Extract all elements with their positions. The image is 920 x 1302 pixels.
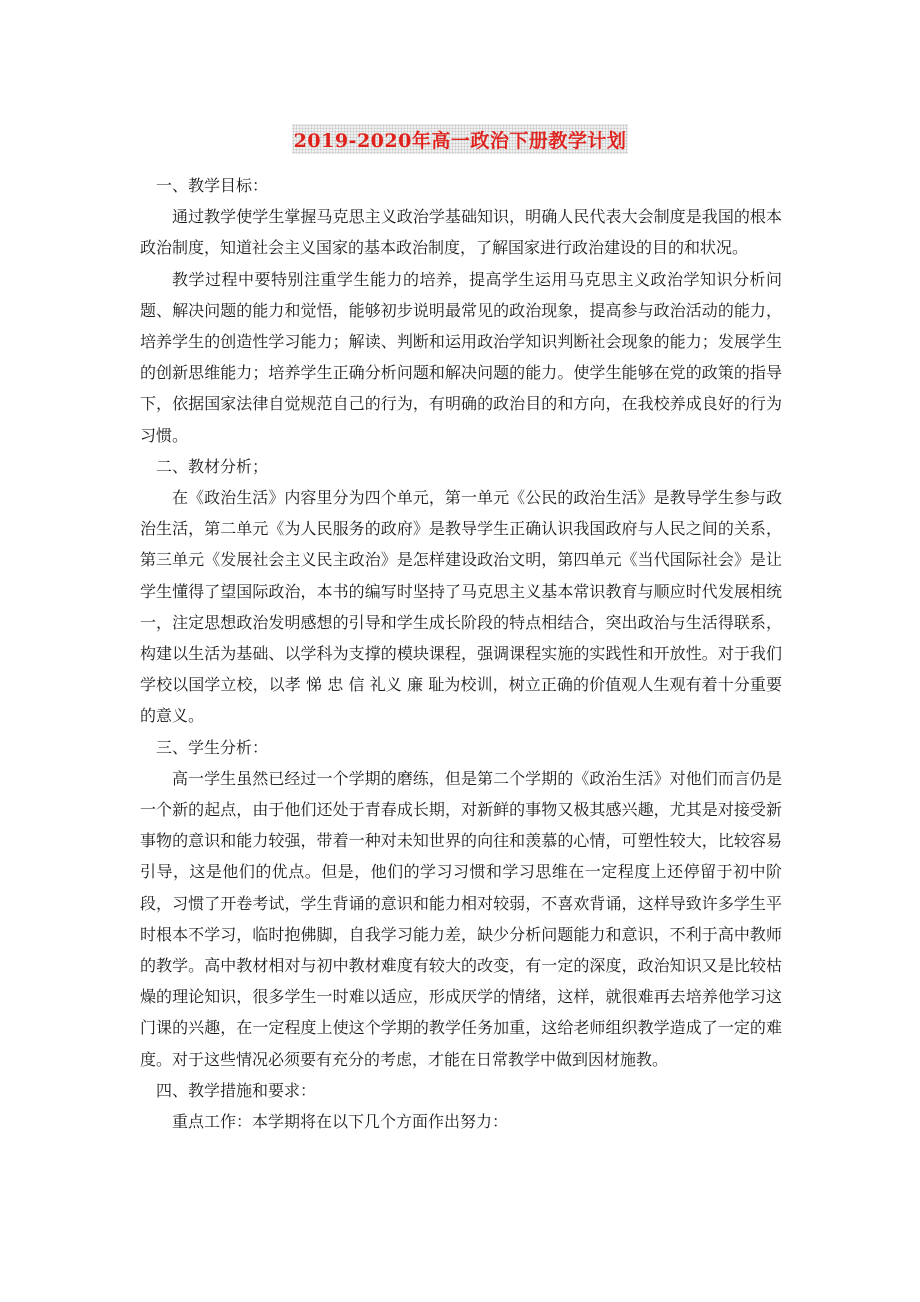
paragraph-objectives-1: 通过教学使学生掌握马克思主义政治学基础知识，明确人民代表大会制度是我国的根本政治制度，知道社会主义国家的基本政治制度，了解国家进行政治建设的目的和状况。 (140, 207, 782, 258)
section-heading-students: 三、学生分析： (156, 737, 269, 757)
title-wrapper (0, 124, 920, 154)
paragraph-textbook: 在《政治生活》内容里分为四个单元，第一单元《公民的政治生活》是教导学生参与政治生活，第二单元《为人民服务的政府》是教导学生正确认识我国政府与人民之间的关系，第三单元《发展社会主义民主政治》是怎样建设政治文明，第四单元《当代国际社会》是让学生懂得了望国际政治，本书的编写时坚持了马克思主义基本常识教育与顺应时代发展相统一，注定思想政治发明感想的引导和学生成长阶段的特点相结合，突出政治与生活得联系，构建以生活为基础、以学科为支撑的模块课程，强调课程实施的实践性和开放性。对于我们学校以国学立校，以孝 悌 忠 信 礼义 廉 耻为校训，树立正确的价值观人生观有着十分重要的意义。 (140, 488, 782, 726)
section-heading-textbook: 二、教材分析； (156, 456, 269, 476)
document-title: 2019-2020年高一政治下册教学计划 (292, 124, 629, 154)
section-heading-objectives: 一、教学目标： (156, 176, 269, 195)
paragraph-measures: 重点工作：本学期将在以下几个方面作出努力： (172, 1112, 509, 1132)
document-body (140, 170, 782, 1137)
section-heading-measures: 四、教学措施和要求： (156, 1080, 317, 1100)
paragraph-objectives-2: 教学过程中要特别注重学生能力的培养，提高学生运用马克思主义政治学知识分析问题、解决问题的能力和觉悟，能够初步说明最常见的政治现象，提高参与政治活动的能力，培养学生的创造性学习能力；解读、判断和运用政治学知识判断社会现象的能力；发展学生的创新思维能力；培养学生正确分析问题和解决问题的能力。使学生能够在党的政策的指导下，依据国家法律自觉规范自己的行为，有明确的政治目的和方向，在我校养成良好的行为习惯。 (140, 269, 782, 445)
paragraph-students: 高一学生虽然已经过一个学期的磨练，但是第二个学期的《政治生活》对他们而言仍是一个新的起点，由于他们还处于青春成长期，对新鲜的事物又极其感兴趣，尤其是对接受新事物的意识和能力较强，带着一种对未知世界的向往和羡慕的心情，可塑性较大，比较容易引导，这是他们的优点。但是，他们的学习习惯和学习思维在一定程度上还停留于初中阶段，习惯了开卷考试，学生背诵的意识和能力相对较弱，不喜欢背诵，这样导致许多学生平时根本不学习，临时抱佛脚，自我学习能力差，缺少分析问题能力和意识，不利于高中教师的教学。高中教材相对与初中教材难度有较大的改变，有一定的深度，政治知识又是比较枯燥的理论知识，很多学生一时难以适应，形成厌学的情绪，这样，就很难再去培养他学习这门课的兴趣，在一定程度上使这个学期的教学任务加重，这给老师组织教学造成了一定的难度。对于这些情况必须要有充分的考虑，才能在日常教学中做到因材施教。 (140, 768, 782, 1069)
